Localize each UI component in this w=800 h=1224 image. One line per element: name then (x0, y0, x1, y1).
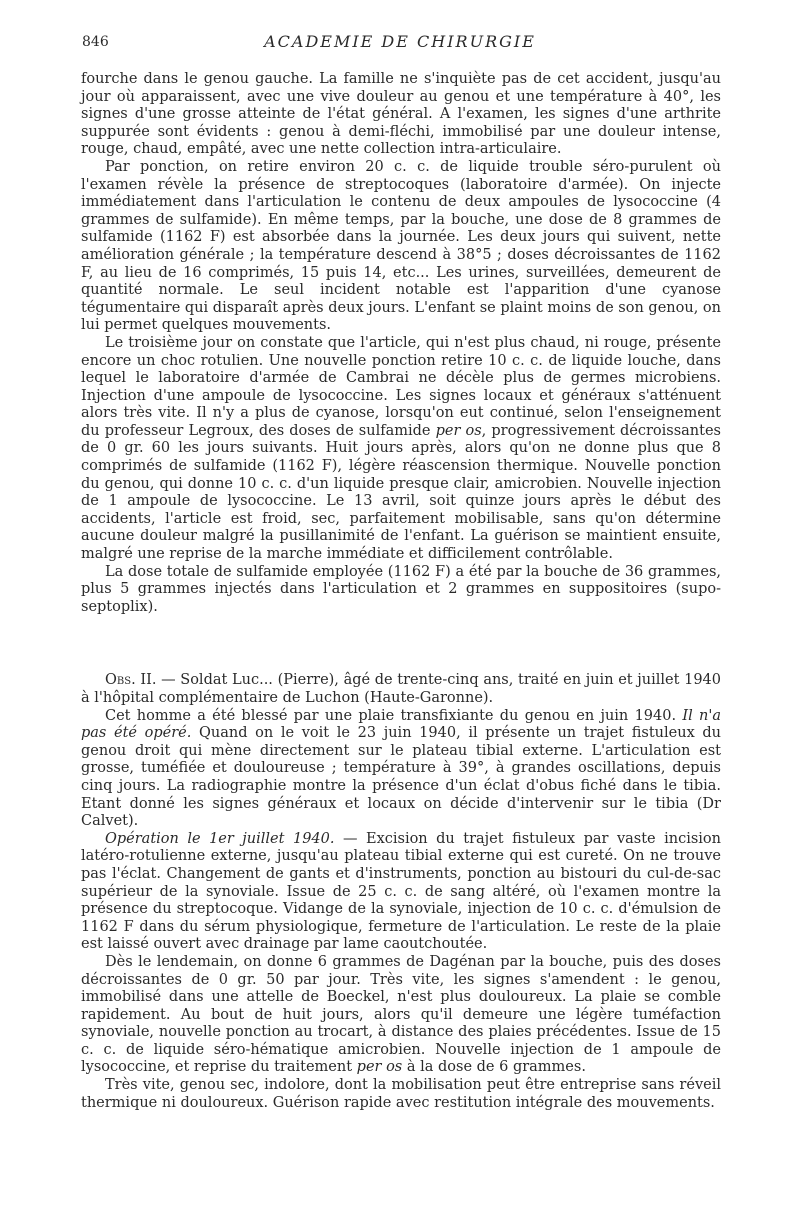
paragraph: Par ponction, on retire environ 20 c. c. de liquide trouble séro-purulent où l'examen révèle la présence de streptocoques (laboratoire d'armée). On injecte immédiatement dans l'articulation le contenu de deux ampoules de lysococcine (4 grammes de sulfamide). En même temps, par la bouche, une dose de 8 grammes de sulfamide (1162 F) est absorbée dans la journée. Les deux jours qui suivent, nette amélioration générale ; la température descend à 38°5 ; doses décroissantes de 1162 F, au lieu de 16 comprimés, 15 puis 14, etc... Les urines, surveillées, demeurent de quantité normale. Le seul incident notable est l'apparition d'une cyanose tégumentaire qui disparaît après deux jours. L'enfant se plaint moins de son genou, on lui permet quelques mouvements. (81, 158, 721, 334)
paragraph: fourche dans le genou gauche. La famille ne s'inquiète pas de cet accident, jusqu'au jour où apparaissent, avec une vive douleur au genou et une température à 40°, les signes d'une grosse atteinte de l'état général. A l'examen, les signes d'une arthrite suppurée sont évidents : genou à demi-fléchi, immobilisé par une douleur intense, rouge, chaud, empâté, avec une nette collection intra-articulaire. (81, 71, 721, 158)
text-run: Dès le lendemain, on donne 6 grammes de Dagénan par la bouche, puis des doses décroissantes de 0 gr. 50 par jour. Très vite, les signes s'amendent : le genou, immobilisé dans une attelle de Boeckel, n'est plus douloureux. La plaie se comble rapidement. Au bout de huit jours, alors qu'il demeure une légère tuméfaction synoviale, nouvelle ponction au trocart, à distance des plaies précédentes. Issue de 15 c. c. de liquide séro-hématique amicrobien. Nouvelle injection de 1 ampoule de lysococcine, et reprise du traitement (81, 953, 721, 1076)
paragraph: Très vite, genou sec, indolore, dont la mobilisation peut être entreprise sans réveil thermique ni douloureux. Guérison rapide avec restitution intégrale des mouvements. (81, 1077, 721, 1111)
text-run: Le troisième jour on constate que l'article, qui n'est plus chaud, ni rouge, présente encore un choc rotulien. Une nouvelle ponction retire 10 c. c. de liquide louche, dans lequel le laboratoire d'armée de Cambrai ne décèle plus de germes microbiens. Injection d'une ampoule de lysococcine. Les signes locaux et généraux s'atténuent alors très vite. Il n'y a plus de cyanose, lorsqu'on eut continué, selon l'enseignement du professeur Legroux, des doses de sulfamide (81, 334, 721, 439)
body-text (81, 71, 721, 1112)
italic-text: per os (356, 1059, 403, 1076)
text-run: — Excision du trajet fistuleux par vaste incision latéro-rotulienne externe, jusqu'au plateau tibial externe qui est cureté. On ne trouve pas l'éclat. Changement de gants et d'instruments, ponction au bistouri du cul-de-sac supérieur de la synoviale. Issue de 25 c. c. de sang altéré, où l'examen montre la présence du streptocoque. Vidange de la synoviale, injection de 10 c. c. d'émulsion de 1162 F dans du sérum physiologique, fermeture de l'articulation. Le reste de la plaie est laissé ouvert avec drainage par lame caoutchoutée. (81, 830, 722, 953)
page-number: 846 (82, 34, 109, 50)
italic-text: Opération le 1er juillet 1940. (105, 830, 335, 847)
paragraph (81, 708, 721, 831)
italic-text: Il n'a pas été opéré. (81, 707, 721, 742)
text-run: — Soldat Luc... (Pierre), âgé de trente-cinq ans, traité en juin et juillet 1940 à l'hôpital complémentaire de Luchon (Haute-Garonne). (81, 672, 721, 706)
text-run: Quand on le voit le 23 juin 1940, il présente un trajet fistuleux du genou droit qui mène directement sur le plateau tibial externe. L'articulation est grosse, tuméfiée et douloureuse ; température à 39°, à grandes oscillations, depuis cinq jours. La radiographie montre la présence d'un éclat d'obus fiché dans le tibia. Etant donné les signes généraux et locaux on décide d'intervenir sur le tibia (Dr Calvet). (81, 725, 722, 830)
observation-heading (81, 672, 721, 707)
paragraph (81, 831, 721, 954)
paragraph (81, 335, 721, 564)
running-header (0, 30, 800, 56)
paragraph: La dose totale de sulfamide employée (1162 F) a été par la bouche de 36 grammes, plus 5 grammes injectés dans l'articulation et 2 grammes en suppositoires (supo-septoplix). (81, 563, 721, 615)
section-gap (81, 616, 721, 672)
text-run: , progressivement décroissantes de 0 gr. 60 les jours suivants. Huit jours après, alors qu'on ne donne plus que 8 comprimés de sulfamide (1162 F), légère réascension thermique. Nouvelle ponction du genou, qui donne 10 c. c. d'un liquide presque clair, amicrobien. Nouvelle injection de 1 ampoule de lysococcine. Le 13 avril, soit quinze jours après le début des accidents, l'article est froid, sec, parfaitement mobilisable, sans qu'on détermine aucune douleur malgré la pusillanimité de l'enfant. La guérison se maintient ensuite, malgré une reprise de la marche immédiate et difficilement contrôlable. (81, 422, 721, 563)
journal-title: ACADEMIE DE CHIRURGIE (264, 32, 536, 51)
italic-text: per os (435, 422, 482, 439)
text-run: à la dose de 6 grammes. (402, 1059, 586, 1076)
text-run: Cet homme a été blessé par une plaie transfixiante du genou en juin 1940. (105, 707, 683, 724)
paragraph (81, 954, 721, 1077)
observation-label: Obs. II. (105, 672, 157, 689)
